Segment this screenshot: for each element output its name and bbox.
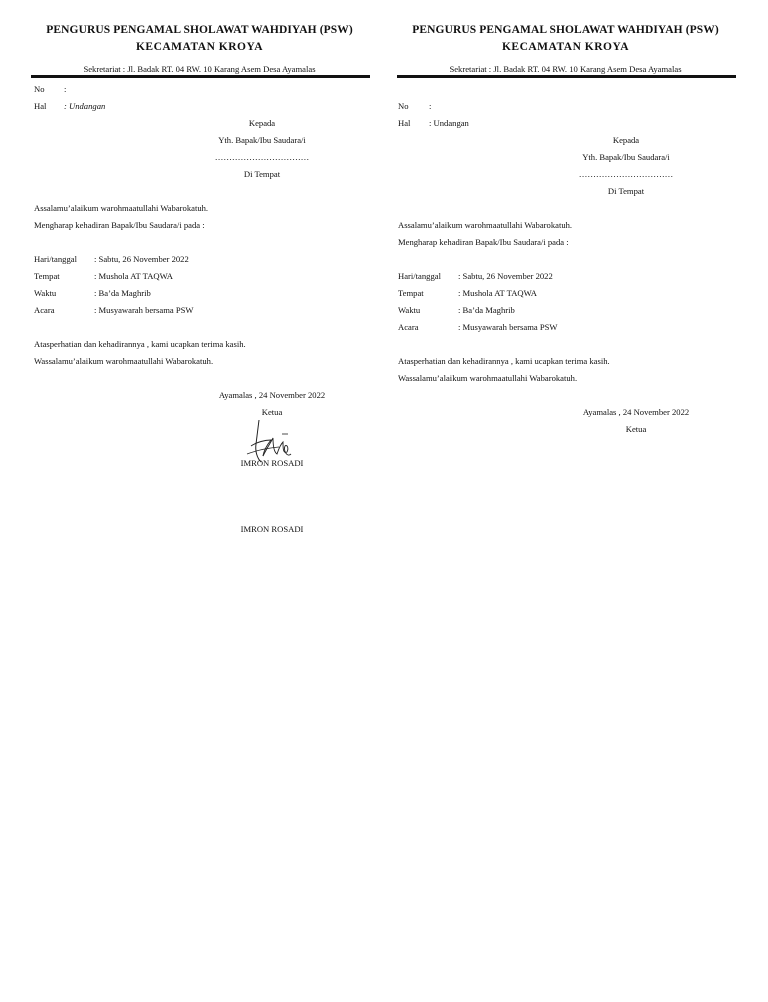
letter-left — [27, 0, 372, 1002]
detail-label: Tempat — [34, 271, 60, 281]
detail-value: : Musyawarah bersama PSW — [458, 322, 558, 332]
recipient-kepada: Kepada — [612, 135, 640, 145]
detail-label: Tempat — [398, 288, 424, 298]
hal-label: Hal — [398, 118, 411, 128]
signer-name: IMRON ROSADI — [240, 458, 304, 468]
detail-value: : Ba’da Maghrib — [94, 288, 151, 298]
signer-name-repeat: IMRON ROSADI — [240, 524, 304, 534]
recipient-dots: …………………………… — [214, 152, 310, 162]
no-label: No — [398, 101, 409, 111]
signer-role: Ketua — [625, 424, 647, 434]
org-subtitle: KECAMATAN KROYA — [135, 41, 264, 53]
detail-label: Hari/tanggal — [398, 271, 441, 281]
secretariat-address: Sekretariat : Jl. Badak RT. 04 RW. 10 Karang Asem Desa Ayamalas — [83, 64, 316, 74]
recipient-yth: Yth. Bapak/Ibu Saudara/i — [582, 152, 670, 162]
detail-value: : Sabtu, 26 November 2022 — [94, 254, 189, 264]
no-value: : — [429, 101, 432, 111]
place-date: Ayamalas , 24 November 2022 — [582, 407, 690, 417]
detail-value: : Sabtu, 26 November 2022 — [458, 271, 553, 281]
greeting: Assalamu’alaikum warohmaatullahi Wabarokatuh. — [34, 203, 209, 213]
detail-value: : Mushola AT TAQWA — [94, 271, 173, 281]
detail-label: Acara — [398, 322, 419, 332]
org-subtitle: KECAMATAN KROYA — [501, 41, 630, 53]
secretariat-address: Sekretariat : Jl. Badak RT. 04 RW. 10 Karang Asem Desa Ayamalas — [449, 64, 682, 74]
hal-label: Hal — [34, 101, 47, 111]
detail-label: Acara — [34, 305, 55, 315]
place-date: Ayamalas , 24 November 2022 — [218, 390, 326, 400]
org-title: PENGURUS PENGAMAL SHOLAWAT WAHDIYAH (PSW) — [412, 24, 719, 36]
closing-line: Wassalamu’alaikum warohmaatullahi Wabarokatuh. — [34, 356, 214, 366]
no-label: No — [34, 84, 45, 94]
detail-value: : Ba’da Maghrib — [458, 305, 515, 315]
recipient-place: Di Tempat — [243, 169, 281, 179]
hal-value: : Undangan — [64, 101, 106, 111]
recipient-place: Di Tempat — [607, 186, 645, 196]
org-title: PENGURUS PENGAMAL SHOLAWAT WAHDIYAH (PSW) — [46, 24, 353, 36]
recipient-dots: …………………………… — [578, 169, 674, 179]
signer-role: Ketua — [261, 407, 283, 417]
recipient-yth: Yth. Bapak/Ibu Saudara/i — [218, 135, 306, 145]
recipient-kepada: Kepada — [248, 118, 276, 128]
detail-label: Waktu — [398, 305, 421, 315]
thanks-line: Atasperhatian dan kehadirannya , kami ucapkan terima kasih. — [398, 356, 610, 366]
intro: Mengharap kehadiran Bapak/Ibu Saudara/i pada : — [34, 220, 205, 230]
detail-value: : Musyawarah bersama PSW — [94, 305, 194, 315]
thanks-line: Atasperhatian dan kehadirannya , kami ucapkan terima kasih. — [34, 339, 246, 349]
letter-right — [393, 0, 738, 1002]
detail-label: Hari/tanggal — [34, 254, 77, 264]
intro: Mengharap kehadiran Bapak/Ibu Saudara/i pada : — [398, 237, 569, 247]
hal-value: : Undangan — [429, 118, 469, 128]
no-value: : — [64, 84, 67, 94]
closing-line: Wassalamu’alaikum warohmaatullahi Wabarokatuh. — [398, 373, 578, 383]
greeting: Assalamu’alaikum warohmaatullahi Wabarokatuh. — [398, 220, 573, 230]
header-rule — [397, 75, 736, 78]
detail-value: : Mushola AT TAQWA — [458, 288, 537, 298]
detail-label: Waktu — [34, 288, 57, 298]
header-rule — [31, 75, 370, 78]
